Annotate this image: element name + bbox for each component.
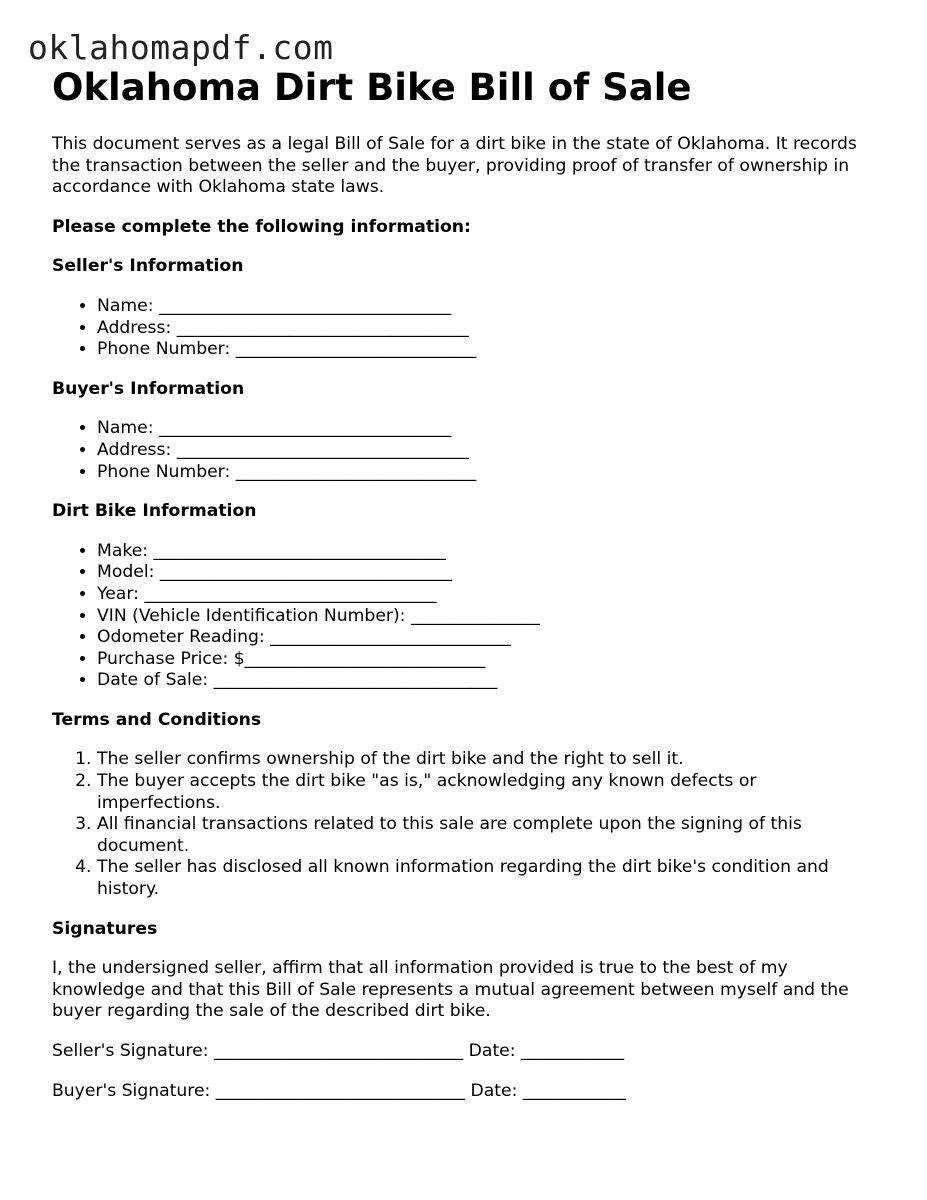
terms-section xyxy=(52,710,882,901)
intro-paragraph: This document serves as a legal Bill of Sale for a dirt bike in the state of Oklahoma. It records the transaction between the seller and the buyer, providing proof of transfer of ownership in accordance with Oklahoma state laws. xyxy=(52,134,857,198)
seller-field-list xyxy=(52,296,882,361)
buyer-phone-field: • Phone Number: ____________________________ xyxy=(97,462,882,484)
bike-section xyxy=(52,501,882,692)
buyer-name-field: • Name: __________________________________ xyxy=(97,418,882,440)
terms-item: 4. The seller has disclosed all known information regarding the dirt bike's condition and history. xyxy=(97,857,882,900)
signatures-section xyxy=(52,919,882,1103)
terms-item: 1. The seller confirms ownership of the dirt bike and the right to sell it. xyxy=(97,749,882,771)
bike-heading: Dirt Bike Information xyxy=(52,501,257,522)
signatures-heading: Signatures xyxy=(52,918,158,939)
seller-signature-line: Seller's Signature: _____________________________ Date: ____________ xyxy=(52,1041,625,1061)
bike-year-field: • Year: __________________________________ xyxy=(97,584,882,606)
terms-heading: Terms and Conditions xyxy=(52,709,262,730)
affirmation-statement: I, the undersigned seller, affirm that all information provided is true to the best of my knowledge and that this Bill of Sale represents a mutual agreement between myself and the buyer regarding the sale of the described dirt bike. xyxy=(52,958,849,1022)
terms-item: 2. The buyer accepts the dirt bike "as is," acknowledging any known defects or imperfections. xyxy=(97,771,882,814)
buyer-heading: Buyer's Information xyxy=(52,378,245,399)
bike-make-field: • Make: __________________________________ xyxy=(97,541,882,563)
seller-section xyxy=(52,256,882,360)
buyer-address-field: • Address: __________________________________ xyxy=(97,440,882,462)
bike-model-field: • Model: __________________________________ xyxy=(97,562,882,584)
buyer-section xyxy=(52,379,882,483)
seller-heading: Seller's Information xyxy=(52,256,244,277)
bike-vin-field: • VIN (Vehicle Identification Number): _______________ xyxy=(97,606,882,628)
site-watermark: oklahomapdf.com xyxy=(28,28,334,67)
bike-price-field: • Purchase Price: $____________________________ xyxy=(97,649,882,671)
instruction-prompt: Please complete the following information: xyxy=(52,216,471,237)
seller-phone-field: • Phone Number: ____________________________ xyxy=(97,339,882,361)
seller-address-field: • Address: __________________________________ xyxy=(97,318,882,340)
page-title: Oklahoma Dirt Bike Bill of Sale xyxy=(52,66,692,109)
buyer-field-list xyxy=(52,418,882,483)
terms-item: 3. All financial transactions related to this sale are complete upon the signing of this document. xyxy=(97,814,882,857)
bike-odometer-field: • Odometer Reading: ____________________________ xyxy=(97,627,882,649)
document-body xyxy=(52,64,882,1102)
bike-date-field: • Date of Sale: _________________________________ xyxy=(97,670,882,692)
buyer-signature-line: Buyer's Signature: _____________________________ Date: ____________ xyxy=(52,1080,626,1101)
bike-field-list xyxy=(52,541,882,692)
terms-list xyxy=(52,749,882,900)
seller-name-field: • Name: __________________________________ xyxy=(97,296,882,318)
